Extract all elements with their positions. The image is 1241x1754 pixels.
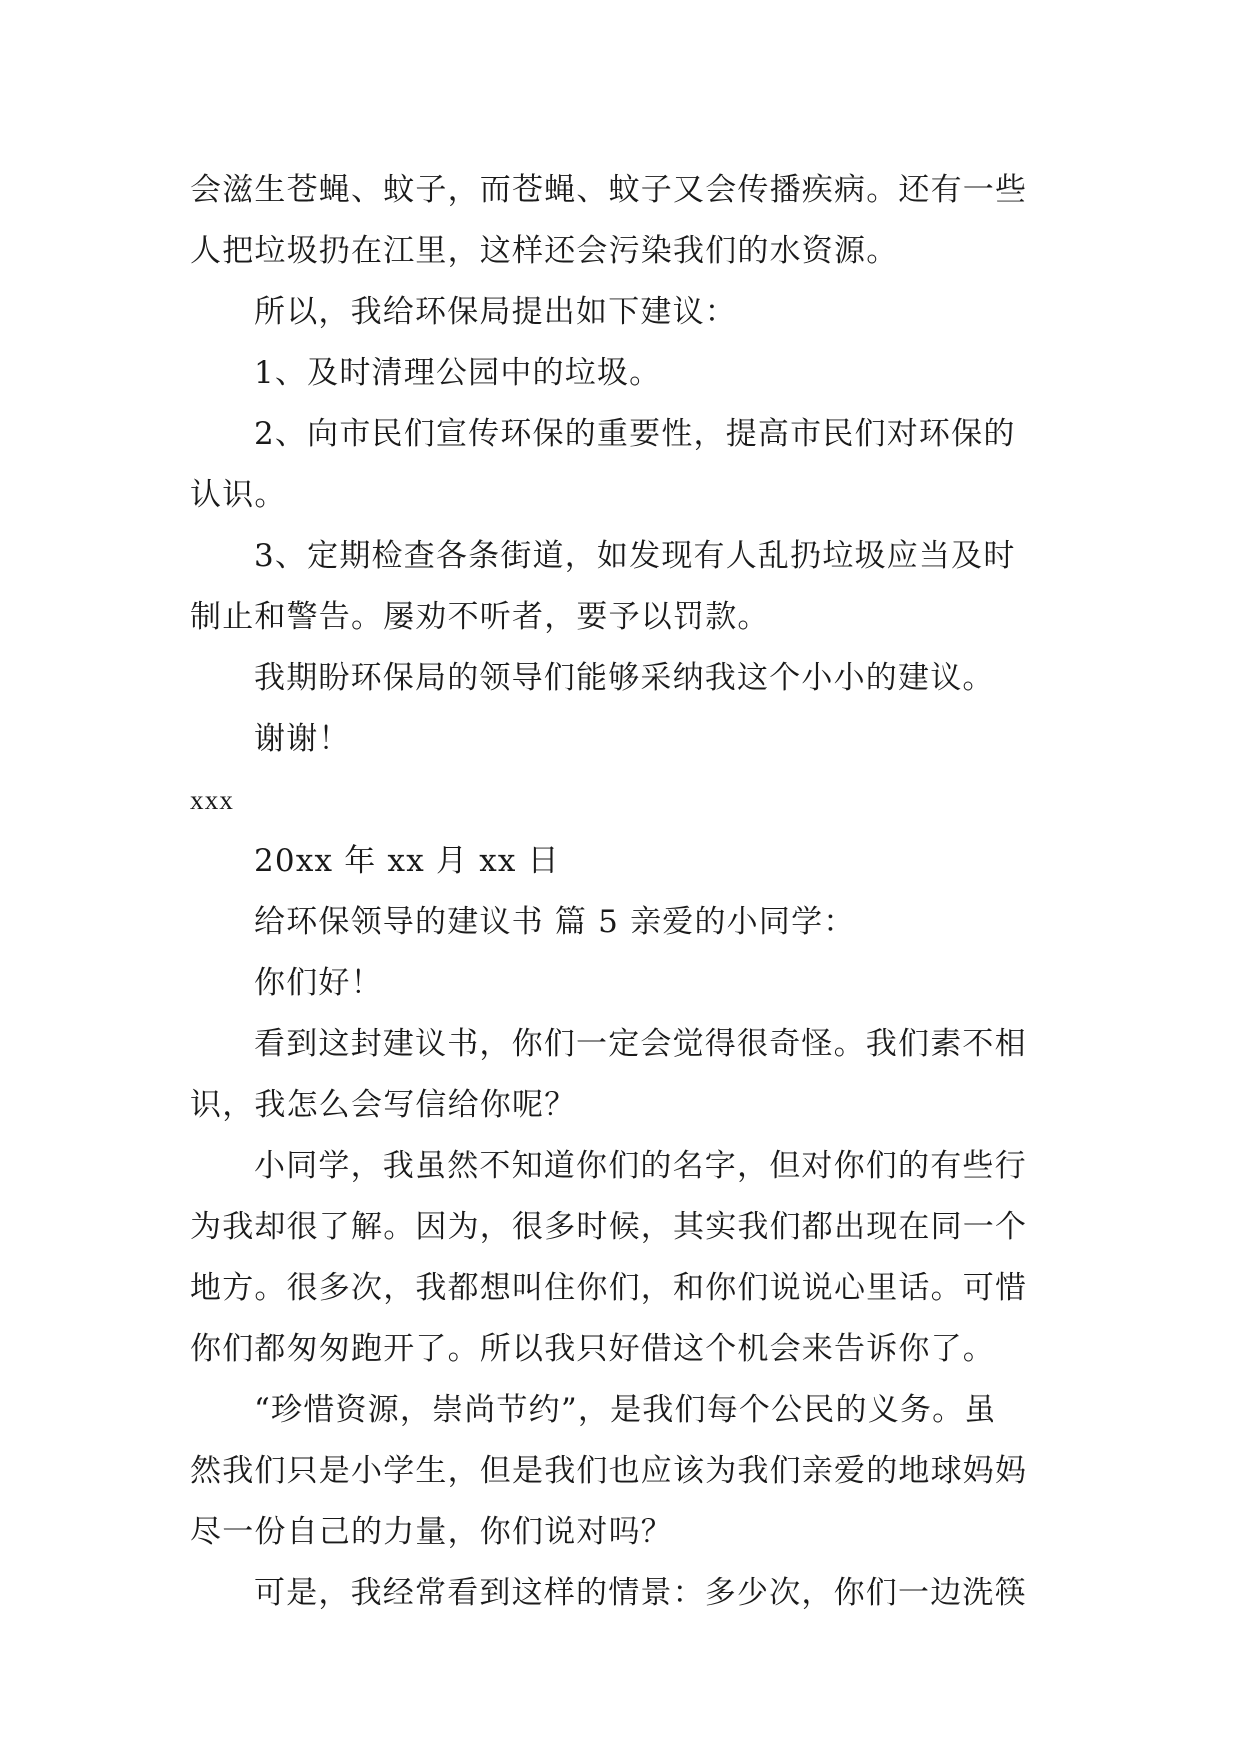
list-item-1: 1、及时清理公园中的垃圾。 xyxy=(254,355,662,391)
text-line: 尽一份自己的力量，你们说对吗？ xyxy=(190,1514,673,1550)
date-line: 20xx 年 xx 月 xx 日 xyxy=(254,843,560,879)
text-line: “珍惜资源，崇尚节约”，是我们每个公民的义务。虽 xyxy=(254,1392,997,1428)
signature: xxx xyxy=(190,785,235,815)
text-line: 人把垃圾扔在江里，这样还会污染我们的水资源。 xyxy=(190,233,899,269)
list-item-2: 2、向市民们宣传环保的重要性，提高市民们对环保的 xyxy=(254,416,1016,452)
text-line: 然我们只是小学生，但是我们也应该为我们亲爱的地球妈妈 xyxy=(190,1453,1028,1489)
text-line: 所以，我给环保局提出如下建议： xyxy=(254,294,737,330)
section-heading: 给环保领导的建议书 篇 5 亲爱的小同学： xyxy=(254,904,856,940)
text-line: 认识。 xyxy=(190,477,287,513)
text-line: 看到这封建议书，你们一定会觉得很奇怪。我们素不相 xyxy=(254,1026,1027,1062)
text-line: 地方。很多次，我都想叫住你们，和你们说说心里话。可惜 xyxy=(190,1270,1028,1306)
text-line: 为我却很了解。因为，很多时候，其实我们都出现在同一个 xyxy=(190,1209,1028,1245)
text-line: 我期盼环保局的领导们能够采纳我这个小小的建议。 xyxy=(254,660,995,696)
text-line: 小同学，我虽然不知道你们的名字，但对你们的有些行 xyxy=(254,1148,1027,1184)
text-line: 识，我怎么会写信给你呢？ xyxy=(190,1087,577,1123)
text-line: 制止和警告。屡劝不听者，要予以罚款。 xyxy=(190,599,770,635)
text-line: 你们都匆匆跑开了。所以我只好借这个机会来告诉你了。 xyxy=(190,1331,995,1367)
closing-thanks: 谢谢！ xyxy=(254,721,351,757)
greeting: 你们好！ xyxy=(254,965,383,1001)
text-line: 可是，我经常看到这样的情景：多少次，你们一边洗筷 xyxy=(254,1575,1027,1611)
text-line: 会滋生苍蝇、蚊子，而苍蝇、蚊子又会传播疾病。还有一些 xyxy=(190,172,1028,208)
list-item-3: 3、定期检查各条街道，如发现有人乱扔垃圾应当及时 xyxy=(254,538,1016,574)
document-body xyxy=(190,160,1060,1624)
